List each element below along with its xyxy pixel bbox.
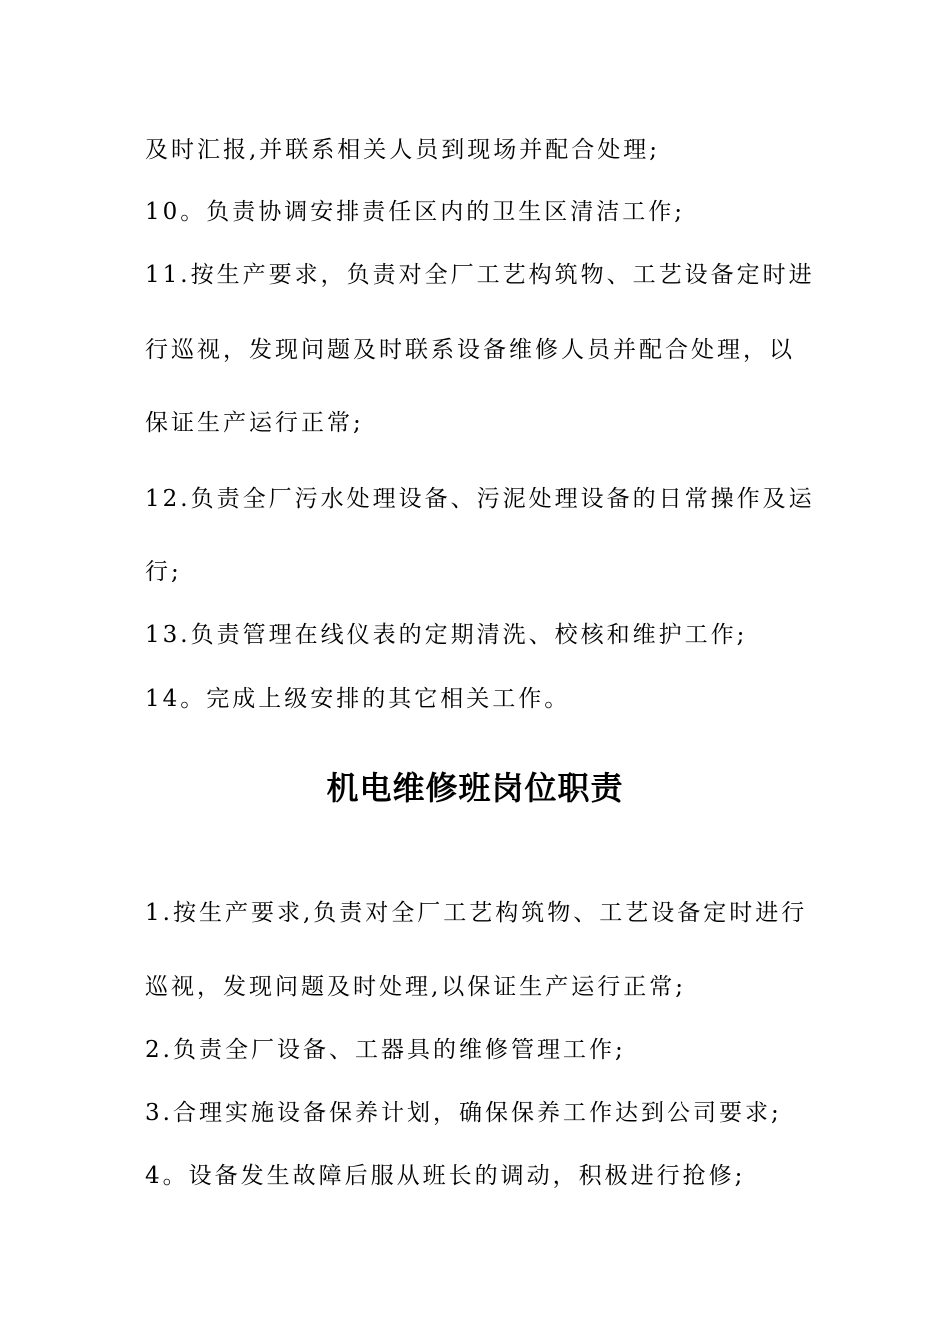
section-title: 机电维修班岗位职责 [326, 769, 624, 807]
paragraph-line: 巡视，发现问题及时处理,以保证生产运行正常; [145, 974, 687, 1000]
paragraph-line: 11.按生产要求，负责对全厂工艺构筑物、工艺设备定时进 [145, 262, 815, 288]
paragraph-line: 3.合理实施设备保养计划，确保保养工作达到公司要求; [145, 1100, 782, 1126]
paragraph-line: 2.负责全厂设备、工器具的维修管理工作; [145, 1037, 626, 1063]
paragraph-line: 4。设备发生故障后服从班长的调动，积极进行抢修; [145, 1163, 746, 1189]
paragraph-line: 保证生产运行正常; [145, 410, 364, 436]
paragraph-line: 14。完成上级安排的其它相关工作。 [145, 686, 571, 712]
paragraph-line: 1.按生产要求,负责对全厂工艺构筑物、工艺设备定时进行 [145, 900, 808, 926]
paragraph-line: 行; [145, 559, 182, 585]
paragraph-line: 10。负责协调安排责任区内的卫生区清洁工作; [145, 199, 686, 225]
paragraph-line: 12.负责全厂污水处理设备、污泥处理设备的日常操作及运 [145, 486, 815, 512]
paragraph-line: 及时汇报,并联系相关人员到现场并配合处理; [145, 137, 661, 163]
paragraph-line: 13.负责管理在线仪表的定期清洗、校核和维护工作; [145, 622, 748, 648]
paragraph-line: 行巡视，发现问题及时联系设备维修人员并配合处理，以 [145, 337, 795, 363]
